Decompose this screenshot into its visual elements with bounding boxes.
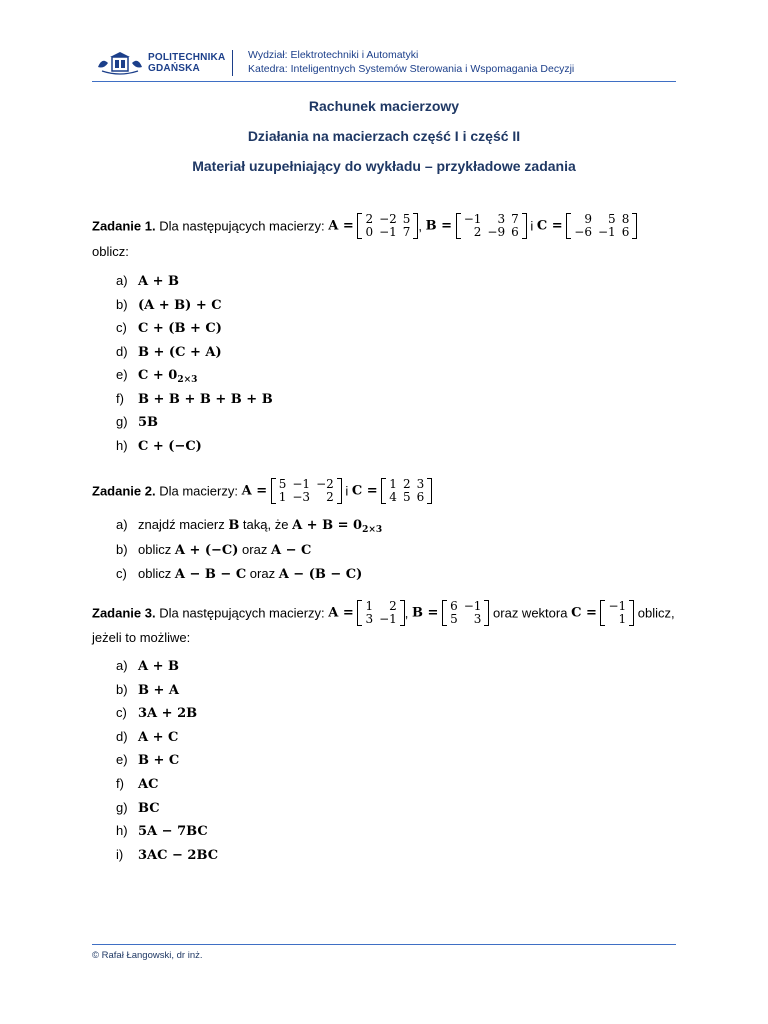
task1-var-a: A =	[328, 218, 354, 234]
task2-item	[116, 565, 362, 583]
header-rule	[92, 81, 676, 82]
math-expression: AC	[138, 777, 159, 792]
math-expression: A − C	[270, 542, 312, 558]
header-department-info	[248, 48, 574, 76]
task1-and: i	[530, 218, 534, 234]
item-letter: c)	[116, 705, 127, 721]
task3-tail: oblicz,	[637, 605, 675, 621]
matrix-cell: −3	[292, 490, 311, 504]
item-letter: h)	[116, 437, 128, 453]
matrix-cell: 0	[365, 225, 374, 239]
matrix-cell: −1	[379, 225, 397, 239]
matrix-cell: 1	[278, 490, 287, 504]
item-letter: a)	[116, 517, 128, 532]
faculty-text: Wydział: Elektrotechniki i Automatyki	[248, 49, 419, 61]
matrix-cell: 4	[389, 490, 397, 504]
matrix-cell: 5	[450, 612, 458, 626]
matrix-cell: −9	[487, 225, 506, 239]
task2-item	[116, 541, 311, 559]
matrix-cell: 1	[365, 599, 374, 613]
task3-var-b: B =	[412, 605, 439, 621]
math-subscript: 2×3	[362, 525, 383, 535]
math-expression: A − B − C	[174, 567, 247, 582]
matrix-cell: 3	[416, 477, 425, 491]
matrix-cell: −1	[379, 612, 397, 626]
task1-item	[116, 413, 158, 431]
item-text: znajdź macierz	[138, 517, 229, 532]
matrix-cell: 2	[326, 490, 334, 504]
task3-intro: Dla następujących macierzy:	[159, 605, 325, 621]
matrix-cell: −1	[463, 212, 482, 226]
title-subtitle: Działania na macierzach część I i część II	[247, 128, 521, 144]
task3-item	[116, 681, 179, 699]
footer-rule	[92, 944, 676, 945]
item-text: oraz	[238, 541, 271, 557]
matrix-cell: 6	[416, 490, 425, 504]
matrix-cell: −1	[463, 599, 482, 613]
item-text: oblicz	[138, 541, 175, 557]
item-letter: e)	[116, 752, 128, 768]
math-expression: C + (B + C)	[138, 321, 222, 336]
matrix-cell: 3	[473, 612, 482, 626]
task3-item	[116, 657, 179, 675]
task3-item	[116, 704, 197, 722]
matrix-cell: 2	[473, 225, 482, 239]
task2-matrix-c	[381, 478, 432, 504]
math-expression: 5B	[138, 415, 159, 430]
logo-text	[148, 52, 225, 74]
matrix-cell: 1	[389, 477, 397, 491]
matrix-row	[447, 613, 484, 626]
task3-line2: jeżeli to możliwe:	[92, 630, 191, 645]
logo-line-1: POLITECHNIKA	[148, 52, 226, 63]
item-letter: a)	[116, 273, 128, 288]
matrix-cell: 6	[621, 225, 630, 239]
footer-author: © Rafał Łangowski, dr inż.	[92, 950, 203, 961]
task1-item	[116, 366, 197, 384]
task3-matrix-a	[357, 600, 404, 626]
matrix-cell: −2	[316, 477, 334, 491]
task3-header: Zadanie 3. Dla następujących macierzy: A = 1 2 3 −1 , B = 6 −1 5 3 oraz wektora C = −1 1 oblicz,	[92, 599, 675, 626]
task1-item	[116, 390, 273, 408]
task1-label: Zadanie 1.	[92, 218, 156, 234]
task1-item	[116, 272, 179, 290]
math-expression: B	[228, 518, 240, 533]
matrix-row	[276, 491, 337, 504]
item-letter: g)	[116, 414, 128, 429]
matrix-cell: −1	[597, 225, 616, 239]
task1-oblicz: oblicz:	[92, 244, 129, 259]
matrix-cell: 2	[389, 599, 397, 613]
task1-item	[116, 319, 222, 337]
task2-label: Zadanie 2.	[92, 483, 156, 499]
math-expression: $C + 0_{2\times 3}$	[138, 368, 198, 385]
matrix-cell: −1	[608, 599, 627, 613]
item-letter: d)	[116, 728, 128, 744]
item-text: taką, że	[239, 517, 293, 532]
matrix-cell: 2	[402, 477, 411, 491]
title-material: Materiał uzupełniający do wykładu – przykładowe zadania	[192, 158, 576, 174]
task3-item	[116, 751, 179, 769]
item-text: oblicz	[138, 566, 175, 581]
task1-item	[116, 296, 222, 314]
document-header	[92, 42, 676, 84]
item-letter: g)	[116, 799, 128, 815]
math-expression: A + (−C)	[174, 542, 239, 558]
math-expression: C + (−C)	[138, 438, 202, 454]
university-logo	[96, 50, 224, 76]
matrix-row	[461, 226, 522, 239]
item-letter: h)	[116, 823, 128, 839]
task2-var-a: A =	[241, 483, 268, 499]
department-text: Katedra: Inteligentnych Systemów Sterowania i Wspomagania Decyzji	[248, 63, 575, 75]
matrix-cell: 5	[402, 490, 411, 504]
item-letter: a)	[116, 658, 128, 673]
matrix-cell: 7	[511, 212, 519, 226]
item-letter: d)	[116, 343, 128, 359]
matrix-cell: −1	[292, 477, 311, 491]
matrix-cell: 5	[608, 212, 616, 226]
task1-var-c: C =	[536, 218, 563, 234]
matrix-row	[362, 226, 413, 239]
matrix-row	[571, 226, 632, 239]
math-expression: 3A + 2B	[138, 706, 198, 722]
task3-vector-c	[600, 600, 634, 626]
math-expression: A + C	[138, 729, 179, 745]
matrix-cell: 3	[365, 612, 374, 626]
matrix-cell: 7	[402, 225, 411, 239]
math-expression: B + A	[138, 682, 180, 698]
item-letter: f)	[116, 776, 124, 791]
matrix-cell: −2	[379, 212, 397, 226]
item-text: oraz	[246, 566, 279, 581]
math-expression: 3AC − 2BC	[138, 847, 219, 863]
math-expression: BC	[138, 800, 160, 816]
task3-item	[116, 799, 160, 817]
header-divider	[232, 50, 233, 76]
matrix-cell: 9	[584, 212, 592, 226]
math-expression: A − (B − C)	[278, 567, 363, 582]
math-expression: B + B + B + B + B	[138, 391, 273, 407]
matrix-cell: 5	[278, 477, 287, 491]
task2-and: i	[345, 483, 349, 499]
task1-var-b: B =	[425, 218, 453, 234]
task2-var-c: C =	[351, 483, 378, 499]
item-letter: f)	[116, 390, 124, 406]
item-letter: b)	[116, 681, 128, 697]
task3-vector-text: oraz wektora	[493, 605, 568, 621]
item-letter: e)	[116, 367, 128, 382]
math-expression: B + (C + A)	[138, 344, 222, 360]
document-titles	[0, 96, 768, 186]
task3-matrix-b	[442, 600, 489, 626]
matrix-cell: 6	[511, 225, 519, 239]
task3-item	[116, 728, 178, 746]
math-expression: B + C	[138, 753, 180, 769]
matrix-row	[362, 613, 399, 626]
task1-matrix-b	[456, 213, 527, 239]
math-subscript: 2×3	[177, 375, 198, 385]
task1-item	[116, 343, 222, 361]
matrix-cell: 6	[450, 599, 458, 613]
task3-item	[116, 846, 218, 864]
task1-matrix-c	[566, 213, 637, 239]
item-letter: b)	[116, 541, 128, 557]
math-expression: (A + B) + C	[138, 297, 222, 313]
task3-item	[116, 822, 208, 840]
item-letter: c)	[116, 320, 127, 335]
task3-var-a: A =	[328, 605, 354, 621]
matrix-cell: 1	[618, 612, 627, 626]
task1-intro: Dla następujących macierzy:	[159, 218, 325, 234]
task2-item	[116, 516, 382, 534]
matrix-cell: 5	[402, 212, 411, 226]
university-crest-icon	[96, 51, 144, 75]
item-letter: b)	[116, 296, 128, 312]
logo-line-2: GDAŃSKA	[148, 63, 200, 74]
item-letter: c)	[116, 566, 127, 581]
math-expression: 5A − 7BC	[138, 824, 208, 840]
task1-matrix-a	[357, 213, 418, 239]
task2-header	[92, 478, 432, 504]
math-expression: A + B	[138, 659, 180, 674]
matrix-cell: 8	[621, 212, 630, 226]
matrix-cell: 3	[497, 212, 506, 226]
matrix-row	[386, 491, 427, 504]
math-expression: A + B	[138, 274, 180, 289]
task3-var-c: C =	[571, 605, 597, 621]
task2-matrix-a	[271, 478, 342, 504]
item-letter: i)	[116, 846, 124, 862]
task2-intro: Dla macierzy:	[159, 483, 238, 499]
math-expression: $A + B = 0_{2\times 3}$	[292, 518, 383, 535]
task3-label: Zadanie 3.	[92, 605, 156, 621]
task1-header: Zadanie 1. Dla następujących macierzy: A = 2 −2 5 0 −1 7 , B = −1 3 7 2 −9 6 i C = 9 5 8 −6 −1 6	[92, 213, 637, 239]
task1-item	[116, 437, 202, 455]
title-main: Rachunek macierzowy	[308, 98, 460, 114]
matrix-cell: −6	[574, 225, 592, 239]
matrix-cell: 2	[365, 212, 374, 226]
matrix-row	[605, 613, 629, 626]
task3-item	[116, 775, 158, 793]
